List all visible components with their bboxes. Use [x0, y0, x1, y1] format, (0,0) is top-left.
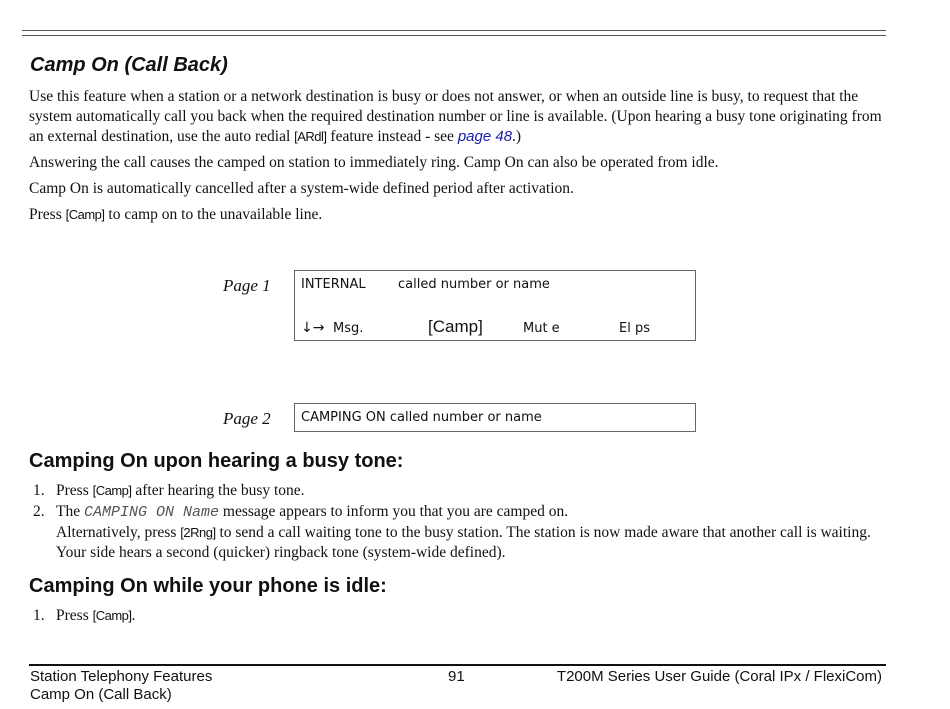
intro-text: to camp on to the unavailable line.	[104, 206, 323, 223]
intro-text: Use this feature when a station or a network destination is busy or does not answer, or when an outside line is busy, to request that the system automatically call you back when the required destination number or line is available. (Upon hearing a busy tone originating from an external destination, use the auto redial	[29, 88, 882, 145]
step-text: .	[131, 607, 136, 624]
step-text: after hearing the busy tone.	[131, 482, 305, 499]
footer-rule	[29, 664, 886, 666]
softkey-elps[interactable]: El ps	[619, 321, 650, 336]
display-camping-on: CAMPING ON called number or name	[301, 410, 542, 425]
step-number: 1.	[33, 482, 45, 499]
intro-paragraph-2: Answering the call causes the camped on station to immediately ring. Camp On can also be operated from idle.	[29, 154, 719, 171]
page-48-link[interactable]: page 48	[457, 128, 513, 145]
display-page2	[294, 403, 696, 432]
softkey-mute[interactable]: Mut e	[523, 321, 560, 336]
step-text: message appears to inform you that you are camped on.	[219, 503, 569, 520]
camping-on-message: CAMPING ON Name	[83, 504, 220, 521]
section-busy-heading: Camping On upon hearing a busy tone:	[29, 450, 404, 472]
step-text: to send a call waiting tone to the busy station. The station is now made aware that another call is waiting. Your side hears a second (quicker) ringback tone (system-wide defined).	[56, 524, 871, 561]
page-number: 91	[448, 668, 465, 685]
display-page1	[294, 270, 696, 341]
intro-paragraph-1	[29, 87, 889, 147]
page-title: Camp On (Call Back)	[30, 54, 228, 76]
display-called-number: called number or name	[398, 277, 550, 292]
footer-section: Station Telephony Features	[30, 668, 213, 685]
footer-subsection: Camp On (Call Back)	[30, 686, 172, 703]
softkey-msg[interactable]: Msg.	[333, 321, 364, 336]
footer-guide-title: T200M Series User Guide (Coral IPx / FlexiCom)	[556, 668, 882, 685]
2rng-key: [2Rng]	[180, 525, 216, 540]
section-idle-heading: Camping On while your phone is idle:	[29, 575, 387, 597]
step-text: Alternatively, press	[56, 524, 181, 541]
step-text: The	[56, 503, 84, 520]
display-internal: INTERNAL	[301, 277, 366, 292]
camp-key: [Camp]	[65, 207, 105, 222]
scroll-arrows-icon[interactable]: ↓→	[301, 320, 325, 336]
softkey-camp[interactable]: [Camp]	[428, 317, 483, 336]
header-rule-top	[22, 30, 886, 31]
header-rule-bottom	[22, 35, 886, 36]
intro-text: feature instead - see	[326, 128, 458, 145]
intro-text: Press	[29, 206, 66, 223]
page1-label: Page 1	[223, 276, 271, 295]
intro-paragraph-4	[29, 205, 889, 225]
step-number: 1.	[33, 607, 45, 624]
page2-label: Page 2	[223, 409, 271, 428]
intro-text: .)	[512, 128, 522, 145]
intro-paragraph-3: Camp On is automatically cancelled after a system-wide defined period after activation.	[29, 180, 574, 197]
step-number: 2.	[33, 503, 45, 520]
step-text: Press	[56, 482, 93, 499]
camp-key: [Camp]	[92, 608, 132, 623]
ardl-key: [ARdl]	[294, 129, 327, 144]
step-text: Press	[56, 607, 93, 624]
camp-key: [Camp]	[92, 483, 132, 498]
